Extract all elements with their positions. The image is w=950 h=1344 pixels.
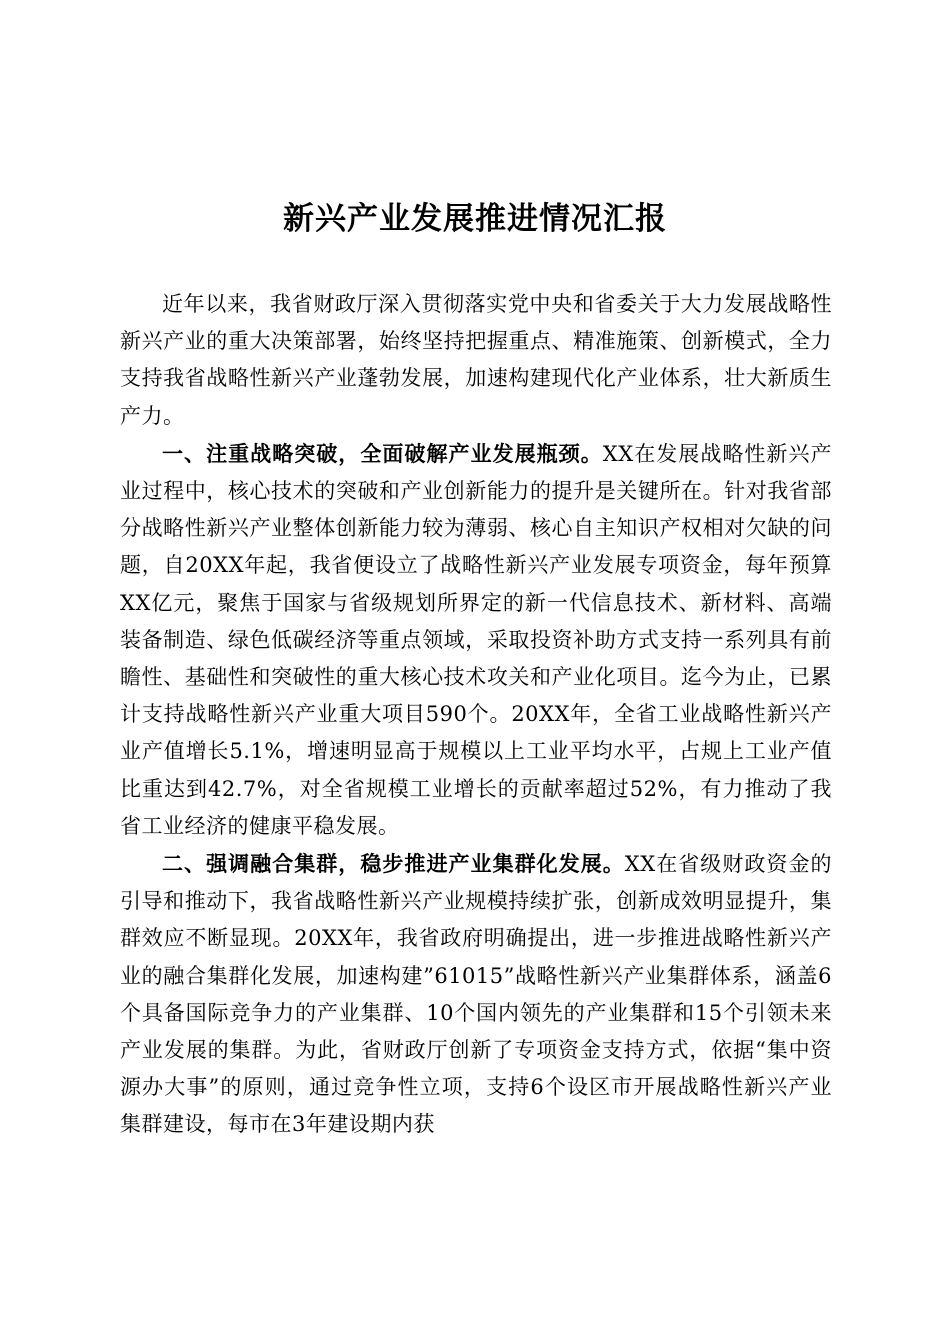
paragraph-text: XX在发展战略性新兴产业过程中，核心技术的突破和产业创新能力的提升是关键所在。针对我省部分战略性新兴产业整体创新能力较为薄弱、核心自主知识产权相对欠缺的问题，自20XX年起，我省便设立了战略性新兴产业发展专项资金，每年预算XX亿元，聚焦于国家与省级规划所界定的新一代信息技术、新材料、高端装备制造、绿色低碳经济等重点领域，采取投资补助方式支持一系列具有前瞻性、基础性和突破性的重大核心技术攻关和产业化项目。迄今为止，已累计支持战略性新兴产业重大项目590个。20XX年，全省工业战略性新兴产业产值增长5.1%，增速明显高于规模以上工业平均水平，占规上工业产值比重达到42.7%，对全省规模工业增长的贡献率超过52%，有力推动了我省工业经济的健康平稳发展。 <box>120 441 833 838</box>
paragraph-section-1 <box>120 435 832 845</box>
paragraph-text: 近年以来，我省财政厅深入贯彻落实党中央和省委关于大力发展战略性新兴产业的重大决策部署，始终坚持把握重点、精准施策、创新模式，全力支持我省战略性新兴产业蓬勃发展，加速构建现代化产业体系，壮大新质生产力。 <box>120 292 832 428</box>
document-title: 新兴产业发展推进情况汇报 <box>283 201 667 237</box>
paragraph-text: XX在省级财政资金的引导和推动下，我省战略性新兴产业规模持续扩张，创新成效明显提升，集群效应不断显现。20XX年，我省政府明确提出，进一步推进战略性新兴产业的融合集群化发展，加速构建”61015”战略性新兴产业集群体系，涵盖6个具备国际竞争力的产业集群、10个国内领先的产业集群和15个引领未来产业发展的集群。为此，省财政厅创新了专项资金支持方式，依据“集中资源办大事”的原则，通过竞争性立项，支持6个设区市开展战略性新兴产业集群建设，每市在3年建设期内获 <box>120 852 832 1137</box>
paragraph-intro <box>120 286 832 435</box>
section-heading: 一、注重战略突破，全面破解产业发展瓶颈。 <box>162 440 603 466</box>
document-body <box>120 286 832 1144</box>
paragraph-section-2 <box>120 845 832 1144</box>
section-heading: 二、强调融合集群，稳步推进产业集群化发展。 <box>162 851 625 877</box>
